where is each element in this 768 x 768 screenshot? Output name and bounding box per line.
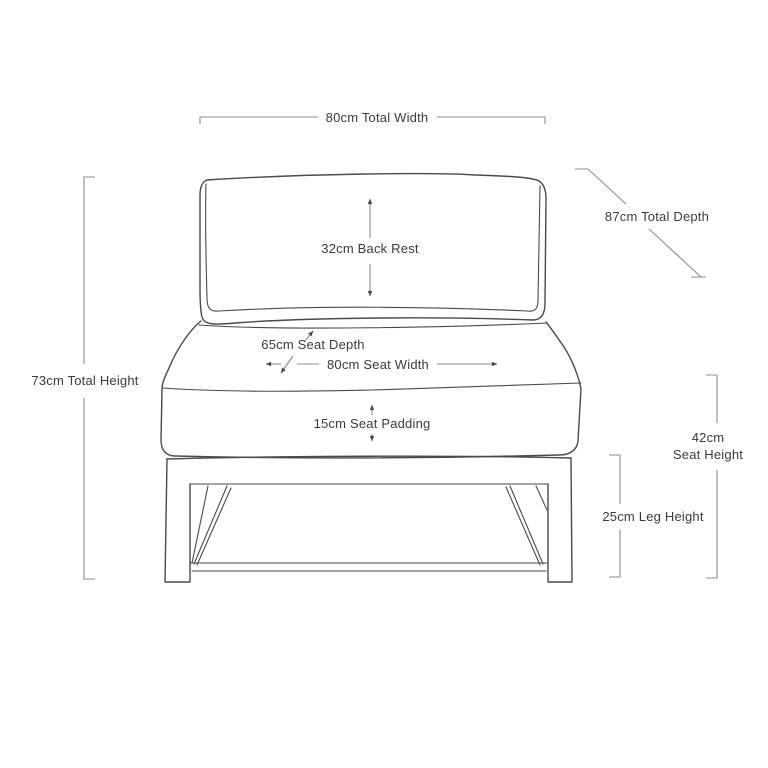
back-rest-label: 32cm Back Rest (321, 241, 419, 256)
frame-left-side-rails (192, 486, 231, 565)
total-depth-line-upper (575, 169, 626, 204)
seat-back-seam (199, 323, 547, 328)
frame-right-side-rails (506, 486, 547, 565)
total-height-bracket-top (84, 177, 95, 364)
seat-depth-arrow-down (281, 356, 293, 373)
dim-seat-padding (314, 405, 431, 441)
total-depth-label: 87cm Total Depth (604, 209, 710, 224)
dim-back-rest (321, 199, 419, 296)
total-width-bracket-right (437, 117, 545, 124)
dim-total-width (200, 110, 545, 125)
total-height-label: 73cm Total Height (31, 373, 139, 388)
seat-cushion-outline (161, 321, 581, 458)
dim-total-height (31, 177, 138, 579)
frame-right-leg (548, 458, 572, 582)
leg-height-label: 25cm Leg Height (602, 509, 704, 524)
frame-left-leg (165, 459, 190, 582)
leg-height-bracket-bottom (609, 530, 620, 577)
total-height-bracket-bottom (84, 398, 95, 579)
dim-leg-height (602, 455, 703, 577)
leg-height-bracket-top (609, 455, 620, 504)
total-depth-line-lower (649, 229, 706, 277)
chair-illustration (161, 174, 581, 582)
dim-seat-height (673, 375, 743, 578)
seat-padding-label: 15cm Seat Padding (313, 416, 431, 431)
dimension-annotations (31, 110, 743, 579)
dim-seat-width (266, 357, 497, 372)
seat-depth-label: 65cm Seat Depth (261, 337, 365, 352)
seat-width-label: 80cm Seat Width (327, 357, 429, 372)
total-width-label: 80cm Total Width (325, 110, 429, 125)
dim-total-depth (575, 169, 709, 277)
seat-height-value: 42cm (691, 430, 725, 445)
seat-height-bracket-bottom (706, 470, 717, 578)
seat-height-bracket-top (706, 375, 717, 423)
total-width-bracket-left (200, 117, 318, 124)
seat-front-edge (162, 383, 581, 391)
frame-bottom-shelf (190, 563, 548, 571)
seat-height-name: Seat Height (672, 447, 744, 462)
